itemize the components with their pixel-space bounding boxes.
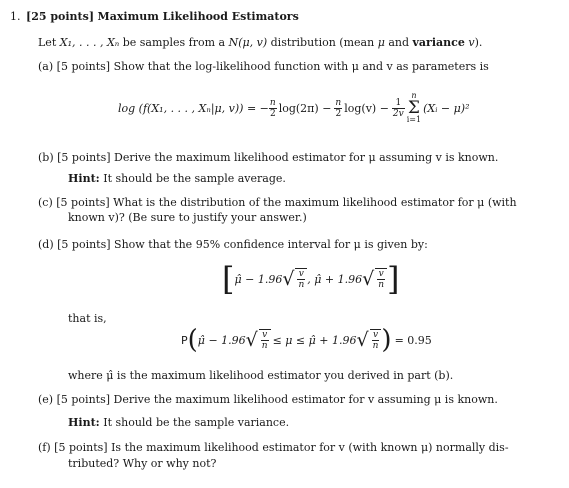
part-f-line2: tributed? Why or why not?	[68, 457, 217, 470]
part-b: (b) [5 points] Derive the maximum likelihood estimator for μ assuming v is known.	[38, 151, 499, 164]
part-c-line2: known v)? (Be sure to justify your answer.)	[68, 211, 307, 224]
part-e: (e) [5 points] Derive the maximum likelihood estimator for v assuming μ is known.	[38, 393, 498, 406]
problem-points: [25 points]	[26, 10, 95, 23]
normal-math: N(μ, v)	[228, 36, 268, 49]
confidence-interval: [ μ̂ − 1.96 √ $\frac{v}{n}$ , μ̂ + 1.96 √ $\frac{v}{n}$ ]	[222, 260, 400, 298]
part-d-that-is: that is,	[68, 312, 107, 325]
part-d-where: where μ̂ is the maximum likelihood estimator you derived in part (b).	[68, 369, 454, 382]
probability-statement: P ( μ̂ − 1.96 √ $\frac{v}{n}$ ≤ μ ≤ μ̂ + 1.96 √ $\frac{v}{n}$ ) = 0.95	[181, 325, 432, 355]
problem-title: Maximum Likelihood Estimators	[97, 10, 299, 23]
problem-header	[10, 10, 299, 23]
frac-n-2b: $\frac{n}{2}$	[335, 97, 342, 119]
frac-1-2v: $\frac{1}{2v}$	[392, 97, 404, 119]
part-d: (d) [5 points] Show that the 95% confidence interval for μ is given by:	[38, 238, 428, 251]
problem-number: 1.	[10, 10, 21, 23]
part-f: (f) [5 points] Is the maximum likelihood estimator for v (with known μ) normally dis-	[38, 441, 509, 454]
part-e-hint: Hint: It should be the sample variance.	[68, 416, 290, 429]
problem-intro: Let X₁, . . . , Xₙ be samples from a N(μ, v) distribution (mean μ and variance v).	[38, 36, 483, 49]
summation-symbol: n Σ i=1	[406, 91, 422, 124]
samples-math: X₁, . . . , Xₙ	[59, 36, 120, 49]
part-b-hint: Hint: It should be the sample average.	[68, 172, 286, 185]
variance-word: variance	[412, 36, 465, 49]
part-c: (c) [5 points] What is the distribution of the maximum likelihood estimator for μ (with	[38, 196, 517, 209]
loglik-equation: log (f(X₁, . . . , Xₙ|μ, v)) = − $\frac{n}{2}$ log(2π) − $\frac{n}{2}$ log(v) − $\frac{1}{2v}$ n Σ i=1 (Xᵢ − μ)²	[118, 91, 470, 124]
part-a: (a) [5 points] Show that the log-likelihood function with μ and v as parameters is	[38, 60, 489, 73]
frac-n-2a: $\frac{n}{2}$	[269, 97, 276, 119]
